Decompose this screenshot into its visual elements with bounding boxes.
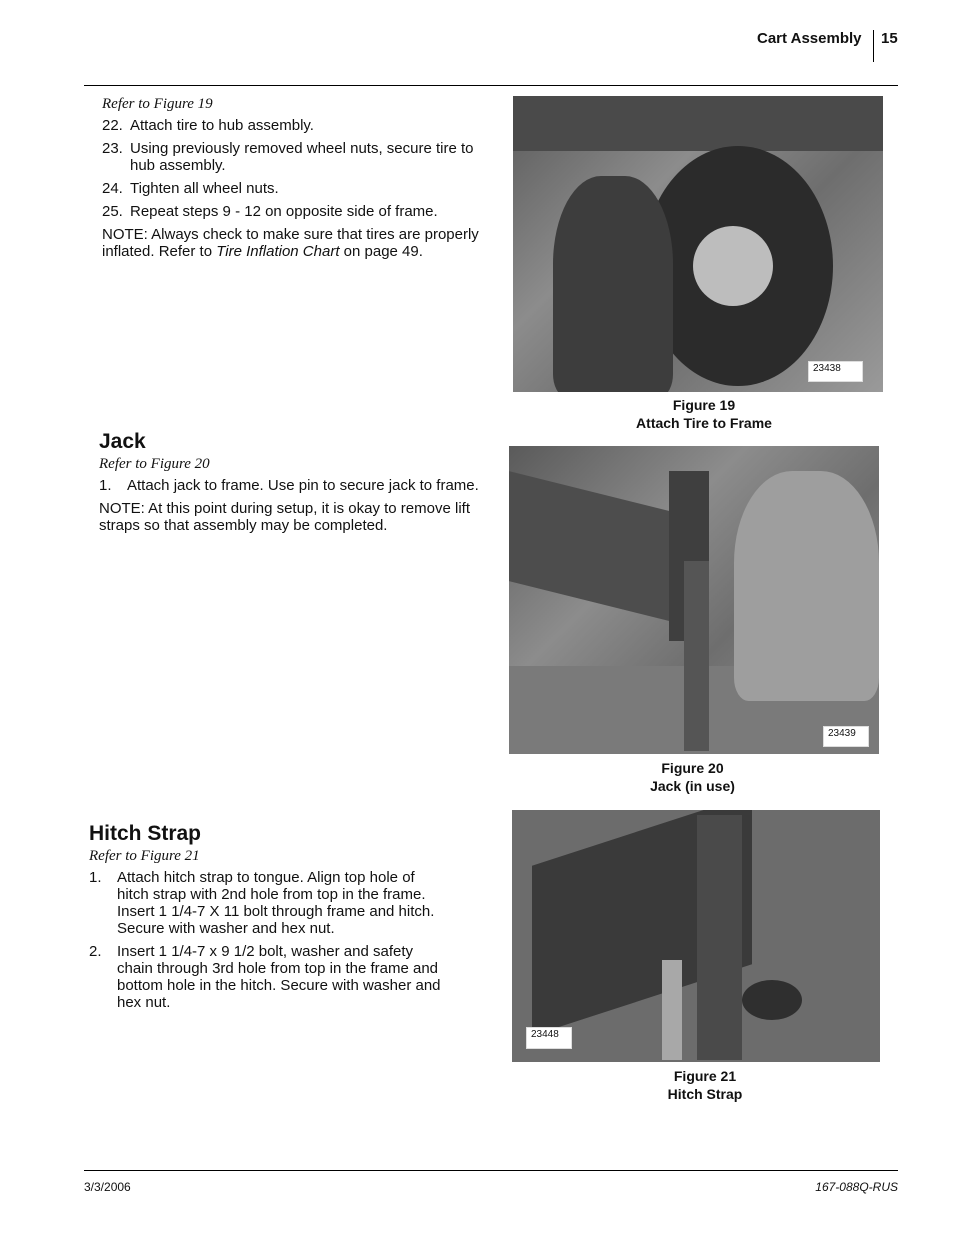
figure-21-photo <box>512 810 880 1062</box>
figure-title: Hitch Strap <box>667 1086 743 1102</box>
note-chart-reference: Tire Inflation Chart <box>216 243 340 260</box>
photo-person-shape <box>734 471 879 701</box>
list-item <box>89 869 444 937</box>
section-heading: Jack <box>99 430 146 453</box>
footer-document-id: 167-088Q-RUS <box>815 1180 898 1194</box>
photo-id-label: 23439 <box>823 726 869 747</box>
photo-hitch-eye-shape <box>742 980 802 1020</box>
bottom-rule <box>84 1170 898 1171</box>
figure-20-photo <box>509 446 879 754</box>
step-text: Attach jack to frame. Use pin to secure jack to frame. <box>127 477 479 494</box>
photo-id-label: 23438 <box>808 361 863 382</box>
photo-frame-post-shape <box>697 815 742 1060</box>
figure-21-caption <box>630 1067 780 1103</box>
figure-reference: Refer to Figure 20 <box>99 456 210 472</box>
step-list <box>102 117 494 220</box>
header-divider <box>873 30 874 62</box>
footer-date: 3/3/2006 <box>84 1180 131 1194</box>
step-number: 1. <box>89 869 102 886</box>
figure-20-caption <box>600 759 785 795</box>
step-list <box>89 869 444 1011</box>
step-number: 24. <box>102 180 123 197</box>
list-item <box>102 203 494 220</box>
step-number: 2. <box>89 943 102 960</box>
section-hitch-strap <box>89 822 444 1017</box>
step-text: Insert 1 1/4-7 x 9 1/2 bolt, washer and safety chain through 3rd hole from top in the frame and bottom hole in the hitch. Secure with washer and hex nut. <box>117 943 441 1011</box>
figure-reference: Refer to Figure 19 <box>102 96 213 112</box>
section-jack <box>99 430 491 534</box>
page-number: 15 <box>881 30 898 47</box>
note-text: NOTE: At this point during setup, it is okay to remove lift straps so that assembly may be completed. <box>99 500 470 534</box>
header-title: Cart Assembly <box>757 30 862 47</box>
note-text <box>102 226 494 260</box>
figure-title: Attach Tire to Frame <box>636 415 772 431</box>
list-item <box>102 140 494 174</box>
step-text: Using previously removed wheel nuts, secure tire to hub assembly. <box>130 140 474 174</box>
list-item <box>99 477 491 494</box>
step-list <box>99 477 491 494</box>
list-item <box>89 943 444 1011</box>
figure-19-caption <box>600 396 808 432</box>
list-item <box>102 180 494 197</box>
figure-title: Jack (in use) <box>650 778 735 794</box>
step-number: 25. <box>102 203 123 220</box>
step-text: Tighten all wheel nuts. <box>130 180 279 197</box>
section-tire <box>102 96 494 260</box>
photo-jack-shape <box>684 561 709 751</box>
figure-label: Figure 21 <box>673 1068 737 1084</box>
figure-reference: Refer to Figure 21 <box>89 848 200 864</box>
figure-label: Figure 19 <box>672 397 736 413</box>
step-text: Repeat steps 9 - 12 on opposite side of frame. <box>130 203 438 220</box>
note-prefix: NOTE: Always check to make sure that tires are properly inflated. Refer to <box>102 226 479 260</box>
list-item <box>102 117 494 134</box>
step-number: 22. <box>102 117 123 134</box>
photo-person-shape <box>553 176 673 392</box>
photo-chain-shape <box>662 960 682 1060</box>
top-rule <box>84 85 898 86</box>
figure-label: Figure 20 <box>661 760 724 776</box>
photo-background-frame <box>513 96 883 151</box>
step-number: 1. <box>99 477 112 494</box>
figure-19-photo <box>513 96 883 392</box>
step-text: Attach hitch strap to tongue. Align top hole of hitch strap with 2nd hole from top in the frame. Insert 1 1/4-7 X 11 bolt through frame and hitch. Secure with washer and hex nut. <box>117 869 435 937</box>
step-number: 23. <box>102 140 123 157</box>
step-text: Attach tire to hub assembly. <box>130 117 314 134</box>
note-suffix: on page 49. <box>339 243 423 260</box>
photo-hub-shape <box>693 226 773 306</box>
section-heading: Hitch Strap <box>89 822 202 845</box>
photo-id-label: 23448 <box>526 1027 572 1049</box>
